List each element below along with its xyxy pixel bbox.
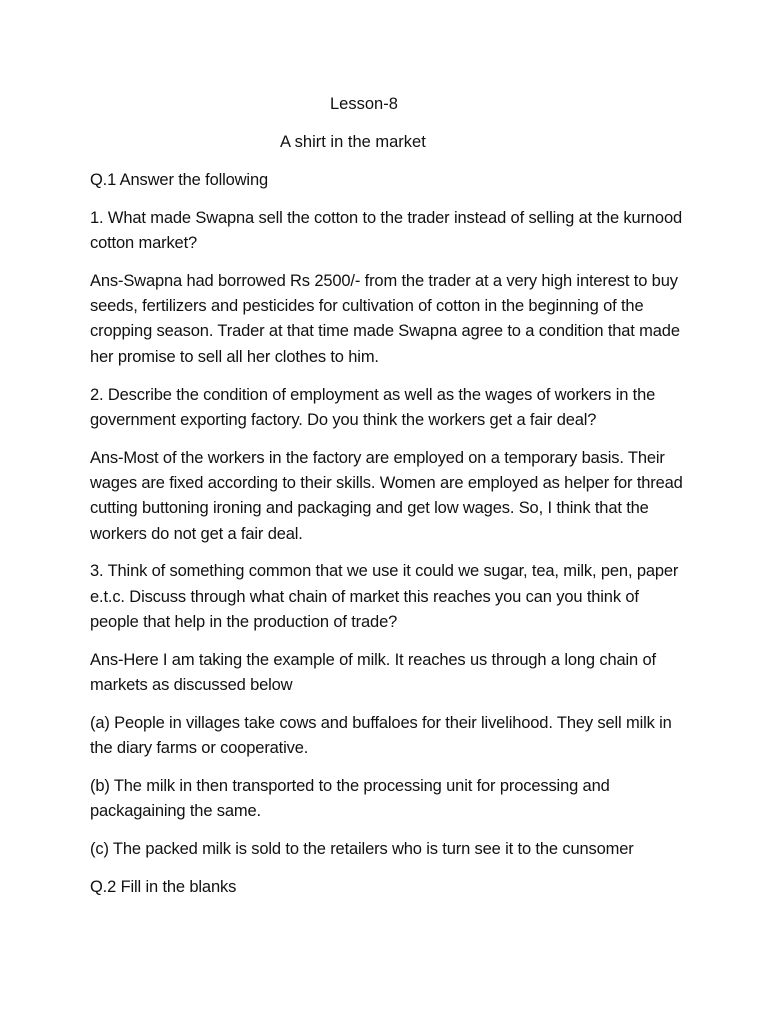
answer-3-intro: Ans-Here I am taking the example of milk. It reaches us through a long chain of markets as discussed below xyxy=(90,650,656,695)
document-page xyxy=(90,92,690,913)
lesson-number: Lesson-8 xyxy=(330,95,398,113)
answer-3-point-a: (a) People in villages take cows and buffaloes for their livelihood. They sell milk in the diary farms or cooperative. xyxy=(90,713,672,758)
answer-2: Ans-Most of the workers in the factory are employed on a temporary basis. Their wages are fixed according to their skills. Women are employed as helper for thread cutting buttoning ironing and packaging and get low wages. So, I think that the workers do not get a fair deal. xyxy=(90,448,683,543)
answer-3-point-c: (c) The packed milk is sold to the retailers who is turn see it to the cunsomer xyxy=(90,840,634,859)
question-2: 2. Describe the condition of employment as well as the wages of workers in the government exporting factory. Do you think the workers get a fair deal? xyxy=(90,385,656,429)
question-1: 1. What made Swapna sell the cotton to the trader instead of selling at the kurnood cotton market? xyxy=(90,208,682,253)
answer-3-point-b: (b) The milk in then transported to the processing unit for processing and packagaining the same. xyxy=(90,776,610,821)
question-heading-2: Q.2 Fill in the blanks xyxy=(90,877,237,896)
lesson-title: A shirt in the market xyxy=(280,133,426,151)
question-heading-1: Q.1 Answer the following xyxy=(90,171,268,189)
question-3: 3. Think of something common that we use it could we sugar, tea, milk, pen, paper e.t.c. Discuss through what chain of market this reaches you can you think of people that help in the production of trade? xyxy=(90,562,679,631)
answer-1: Ans-Swapna had borrowed Rs 2500/- from the trader at a very high interest to buy seeds, fertilizers and pesticides for cultivation of cotton in the beginning of the cropping season. Trader at that time made Swapna agree to a condition that made her promise to sell all her clothes to him. xyxy=(90,271,680,366)
